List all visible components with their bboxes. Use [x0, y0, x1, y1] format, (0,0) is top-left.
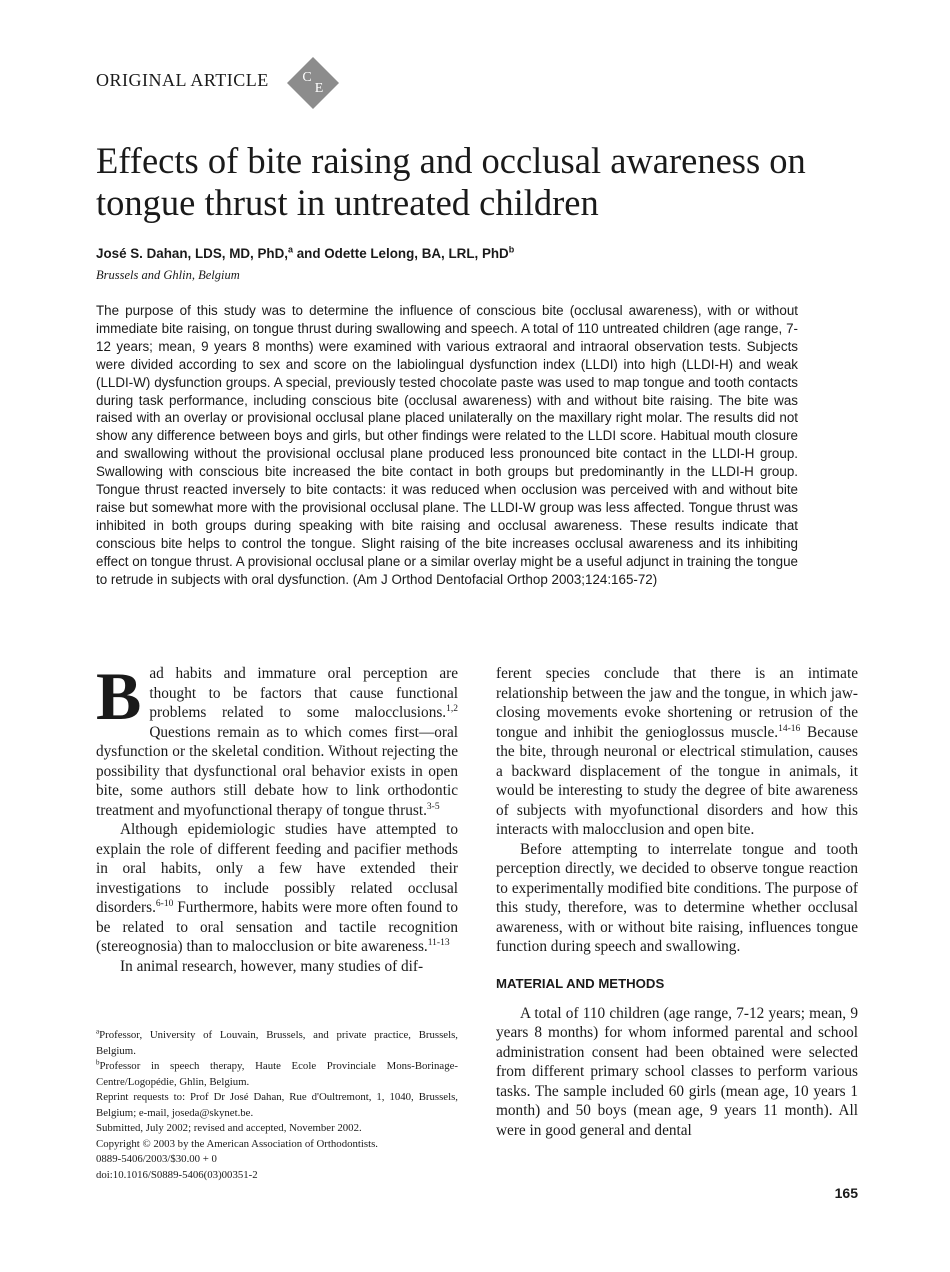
author-2-affiliation-mark: b — [508, 244, 515, 255]
article-title: Effects of bite raising and occlusal awareness on tongue thrust in untreated children — [96, 140, 806, 223]
reprint-requests: Reprint requests to: Prof Dr José Dahan, Rue d'Oultremont, 1, 1040, Brussels, Belgium; e-mail, joseda@skynet.be. — [96, 1091, 458, 1119]
author-1-affiliation-mark: a — [287, 244, 293, 255]
article-type-label: ORIGINAL ARTICLE — [96, 70, 269, 90]
copyright: Copyright © 2003 by the American Association of Orthodontists. — [96, 1137, 378, 1150]
paragraph-species: ferent species conclude that there is an intimate relationship between the jaw and the tongue, in which jaw-closing movements evoke shortening or retrusion of the tongue and inhibit the genioglossus muscle.$^{14-16}$ Because the bite, through neuronal or electrical stimulation, causes a backward displacement of the tongue in animals, it would be interesting to study the degree of bite awareness of subjects with myofunctional disorders and how this interacts with malocclusion and open bite. — [496, 665, 858, 838]
paragraph-epidemiology: Although epidemiologic studies have attempted to explain the role of different feeding and pacifier methods in oral habits, only a few have extended their investigations to include possibly related occlusal disorders.$^{6-10}$ Furthermore, habits were more often found to be related to oral sensation and tactile recognition (stereognosia) than to malocclusion or bite awareness.$^{11-13}$ — [96, 821, 458, 955]
doi: doi:10.1016/S0889-5406(03)00351-2 — [96, 1168, 258, 1181]
author-line — [96, 246, 514, 261]
logo-letter-c: C — [302, 70, 312, 85]
author-2: Odette Lelong, BA, LRL, PhD — [324, 246, 509, 261]
paragraph-animal-research: In animal research, however, many studies of dif- — [120, 957, 424, 975]
page-number: 165 — [834, 1185, 858, 1201]
abstract: The purpose of this study was to determine the influence of conscious bite (occlusal awareness), with or without immediate bite raising, on tongue thrust during swallowing and speech. A total of 110 untreated children (age range, 7-12 years; mean, 9 years 8 months) were examined with various extraoral and intraoral observation tests. Subjects were divided according to sex and score on the labiolingual dysfunction index (LLDI) into high (LLDI-H) and weak (LLDI-W) dysfunction groups. A special, previously tested chocolate paste was used to map tongue and tooth contacts during task performance, including conscious bite (occlusal awareness) with and without bite raising. The bite was raised with an overlay or provisional occlusal plane placed unilaterally on the maxillary right molar. The results did not show any difference between boys and girls, but other findings were related to the LLDI score. Habitual mouth closure and swallowing without the provisional occlusal plane produced less pronounced bite contact in the LLDI-H group. Swallowing with conscious bite increased the bite contact in both groups but predominantly in the LLDI-H group. Tongue thrust reacted inversely to bite contacts: it was reduced when occlusion was perceived with and without bite raise but somewhat more with the provisional occlusal plane. The LLDI-W group was less affected. Tongue thrust was inhibited in both groups during speaking with bite raising and occlusal awareness. These results indicate that conscious bite helps to control the tongue. Slight raising of the bite increases occlusal awareness and its inhibiting effect on tongue thrust. A provisional occlusal plane or a similar overlay might be a useful adjunct in training the tongue to retrude in subjects with oral dysfunction. (Am J Orthod Dentofacial Orthop 2003;124:165-72) — [96, 303, 798, 587]
author-1: José S. Dahan, LDS, MD, PhD, — [96, 246, 288, 261]
section-heading-methods: MATERIAL AND METHODS — [496, 975, 665, 991]
paragraph-intro: Bad habits and immature oral perception are thought to be factors that cause functional problems related to some malocclusions.$^{1,2}$ Questions remain as to which comes first—oral dysfunction or the skeletal condition. Without rejecting the possibility that dysfunctional oral behavior exists in open bite, some authors still debate how to link orthodontic treatment and myofunctional therapy of tongue thrust.$^{3-5}$ — [96, 658, 458, 819]
footnote-a: $^a$Professor, University of Louvain, Brussels, and private practice, Brussels, Belgium. — [96, 1027, 458, 1057]
paragraph-purpose: Before attempting to interrelate tongue and tooth perception directly, we decided to observe tongue reaction to experimentally modified bite conditions. The purpose of this study, therefore, was to determine whether occlusal awareness, with or without bite raising, influences tongue function during speech and swallowing. — [496, 840, 858, 955]
logo-letter-e: E — [314, 81, 324, 96]
body-column-right — [496, 664, 858, 1140]
footnote-b: $^b$Professor in speech therapy, Haute Ecole Provinciale Mons-Borinage-Centre/Logopédie, Ghlin, Belgium. — [96, 1058, 458, 1088]
footnotes — [96, 1028, 458, 1183]
affiliation: Brussels and Ghlin, Belgium — [96, 268, 240, 282]
author-connector: and — [292, 246, 325, 261]
drop-cap: B — [96, 658, 142, 734]
ce-logo — [286, 56, 340, 110]
body-column-left — [96, 658, 458, 976]
issn: 0889-5406/2003/$30.00 + 0 — [96, 1153, 217, 1165]
submission-dates: Submitted, July 2002; revised and accepted, November 2002. — [96, 1122, 362, 1134]
paragraph-methods: A total of 110 children (age range, 7-12 years; mean, 9 years 8 months) for whom informed parental and school administration consent had been obtained were selected from different primary school classes to perform various tasks. The sample included 60 girls (mean age, 10 years 1 month) and 50 boys (mean age, 9 years 11 month). All were in good general and dental — [496, 1004, 858, 1139]
